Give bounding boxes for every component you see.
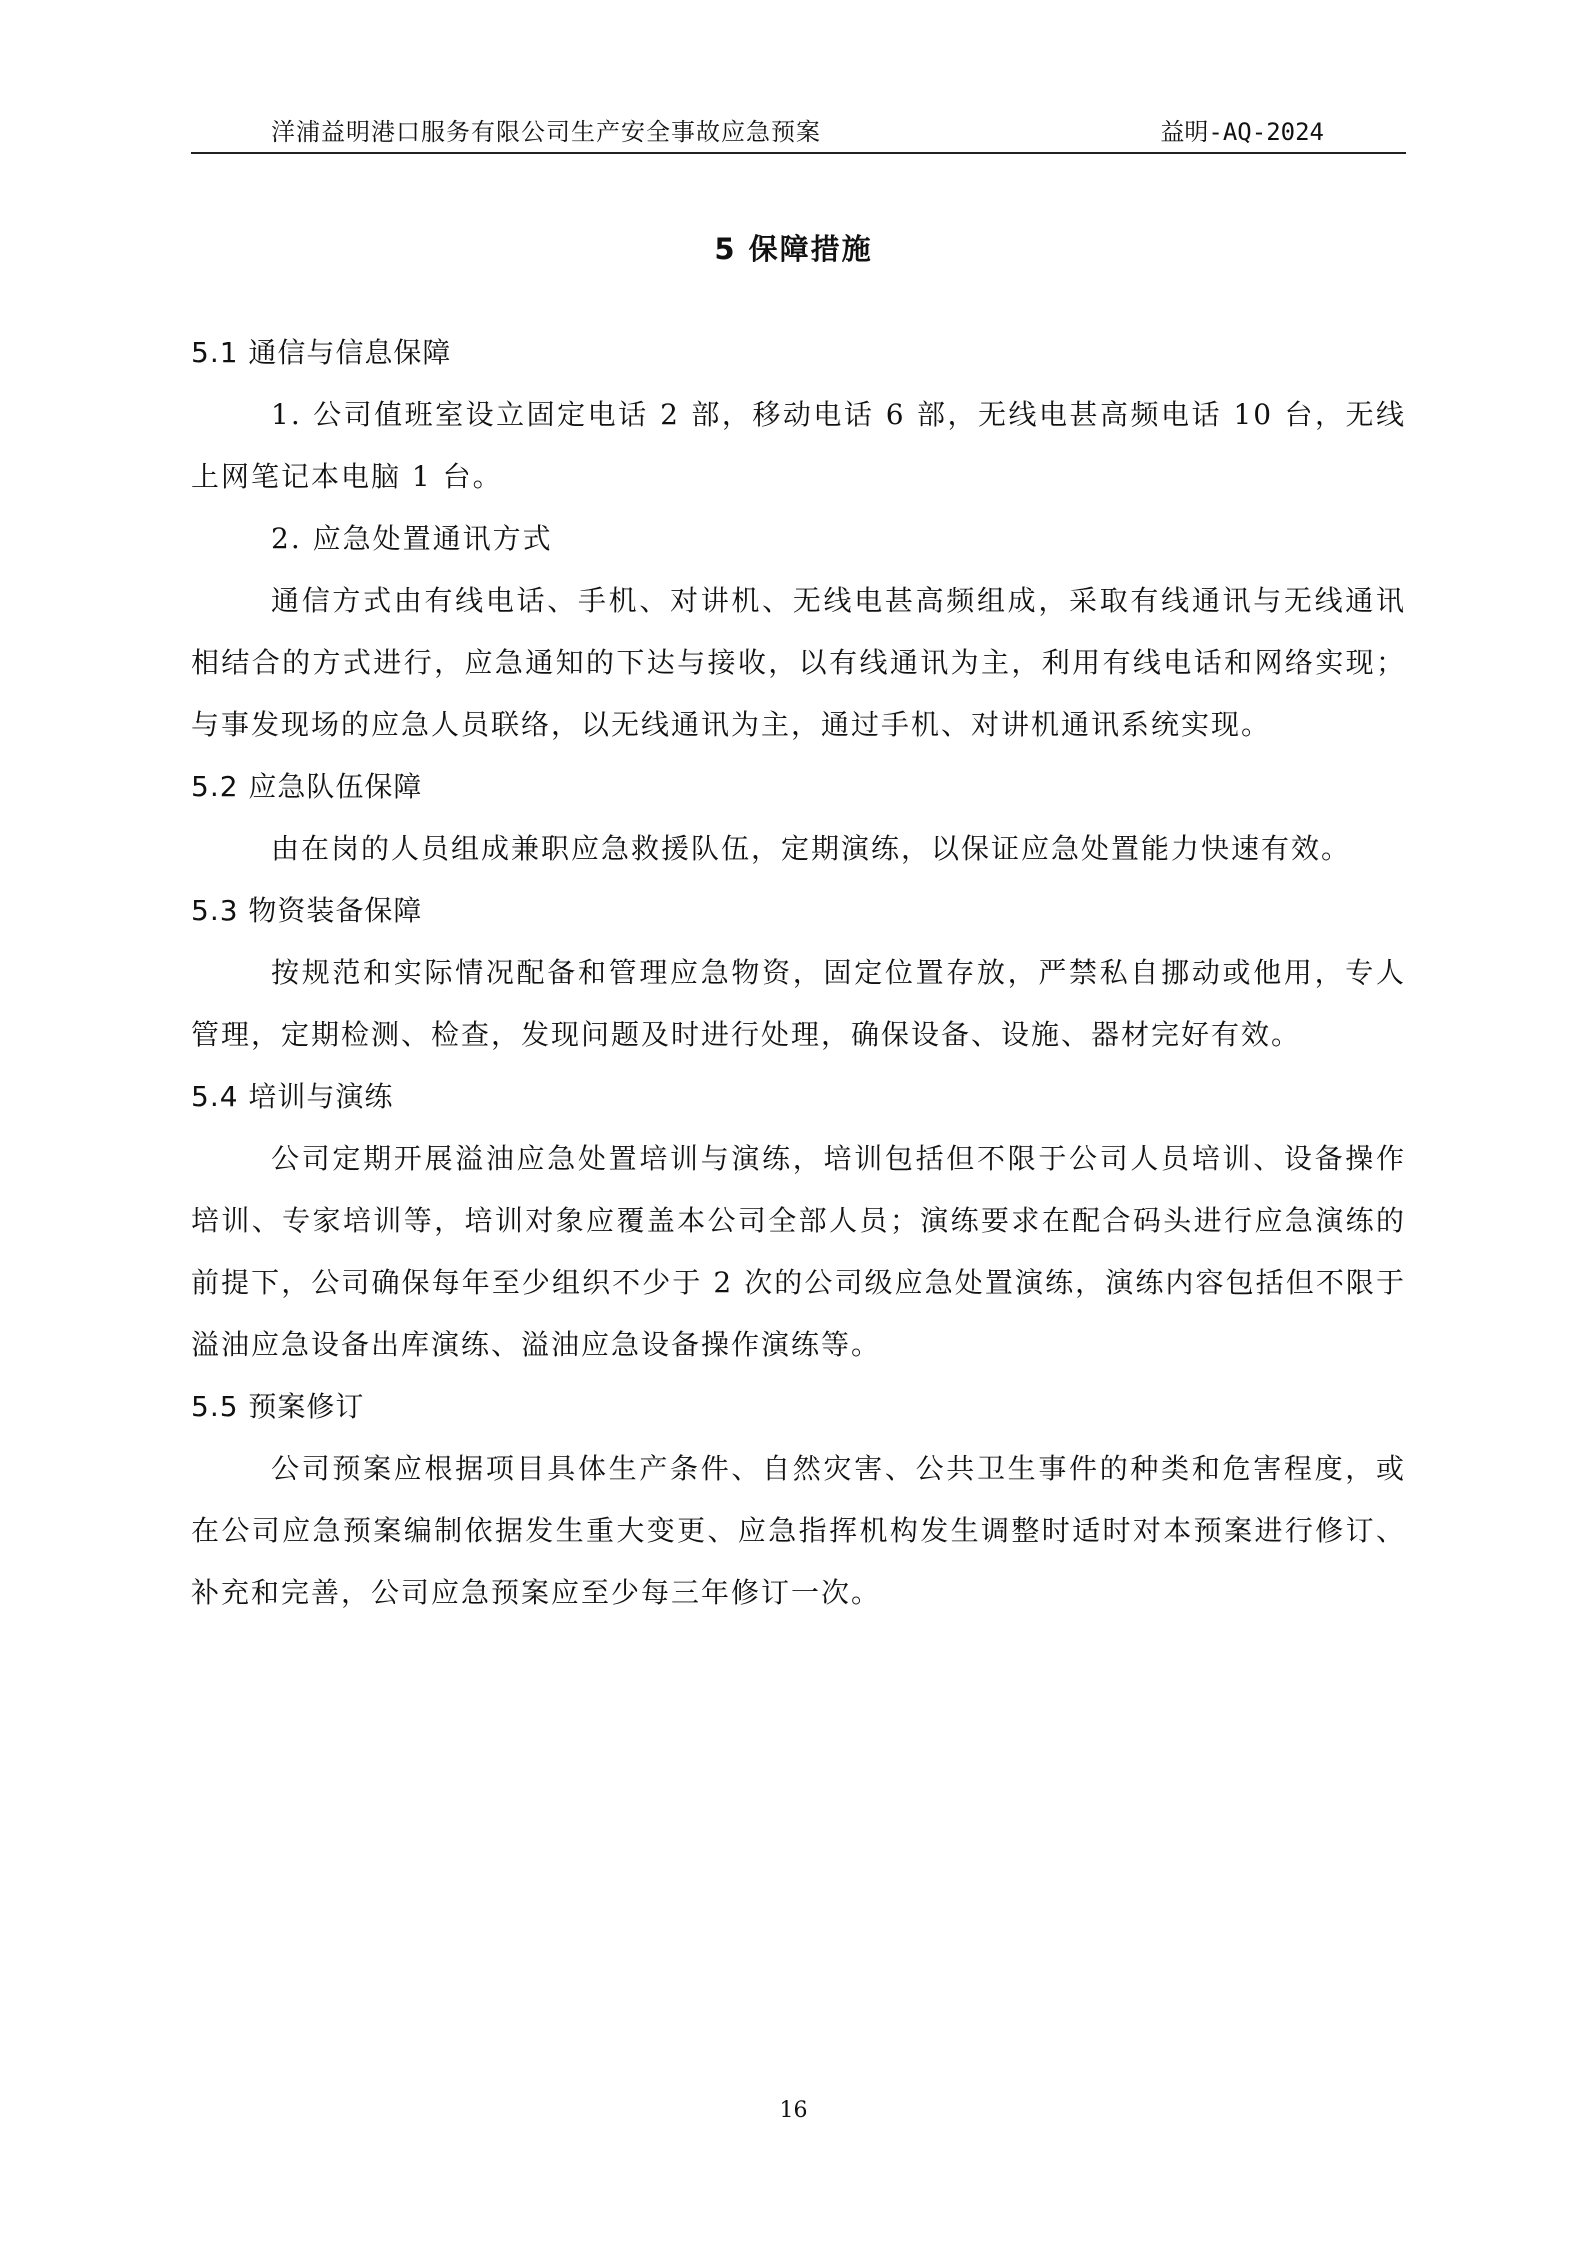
- section-heading: 5.2 应急队伍保障: [191, 770, 423, 803]
- paragraph: 2. 应急处置通讯方式: [271, 522, 553, 555]
- section-communication: [191, 322, 1406, 756]
- section-equipment: [191, 880, 1406, 1066]
- paragraph: 公司预案应根据项目具体生产条件、自然灾害、公共卫生事件的种类和危害程度，或在公司应急预案编制依据发生重大变更、应急指挥机构发生调整时适时对本预案进行修订、补充和完善，公司应急预案应至少每三年修订一次。: [191, 1452, 1406, 1609]
- document-body: [191, 322, 1406, 1624]
- paragraph: 通信方式由有线电话、手机、对讲机、无线电甚高频组成，采取有线通讯与无线通讯相结合的方式进行，应急通知的下达与接收，以有线通讯为主，利用有线电话和网络实现；与事发现场的应急人员联络，以无线通讯为主，通过手机、对讲机通讯系统实现。: [191, 584, 1406, 741]
- document-code: 益明-AQ-2024: [1160, 118, 1324, 146]
- section-emergency-team: [191, 756, 1406, 880]
- section-heading: 5.3 物资装备保障: [191, 894, 423, 927]
- section-heading: 5.1 通信与信息保障: [191, 336, 452, 369]
- section-plan-revision: [191, 1376, 1406, 1624]
- page-header: [191, 112, 1406, 154]
- chapter-title: 5 保障措施: [714, 232, 873, 266]
- section-training: [191, 1066, 1406, 1376]
- paragraph: 由在岗的人员组成兼职应急救援队伍，定期演练，以保证应急处置能力快速有效。: [271, 832, 1352, 865]
- section-heading: 5.4 培训与演练: [191, 1080, 394, 1113]
- paragraph: 按规范和实际情况配备和管理应急物资，固定位置存放，严禁私自挪动或他用，专人管理，定期检测、检查，发现问题及时进行处理，确保设备、设施、器材完好有效。: [191, 956, 1406, 1051]
- paragraph: 1. 公司值班室设立固定电话 2 部，移动电话 6 部，无线电甚高频电话 10 台，无线上网笔记本电脑 1 台。: [191, 398, 1406, 493]
- page-number: 16: [779, 2098, 808, 2123]
- section-heading: 5.5 预案修订: [191, 1390, 365, 1423]
- header-title: 洋浦益明港口服务有限公司生产安全事故应急预案: [271, 118, 821, 146]
- paragraph: 公司定期开展溢油应急处置培训与演练，培训包括但不限于公司人员培训、设备操作培训、专家培训等，培训对象应覆盖本公司全部人员；演练要求在配合码头进行应急演练的前提下，公司确保每年至少组织不少于 2 次的公司级应急处置演练，演练内容包括但不限于溢油应急设备出库演练、溢油应急设备操作演练等。: [191, 1142, 1406, 1361]
